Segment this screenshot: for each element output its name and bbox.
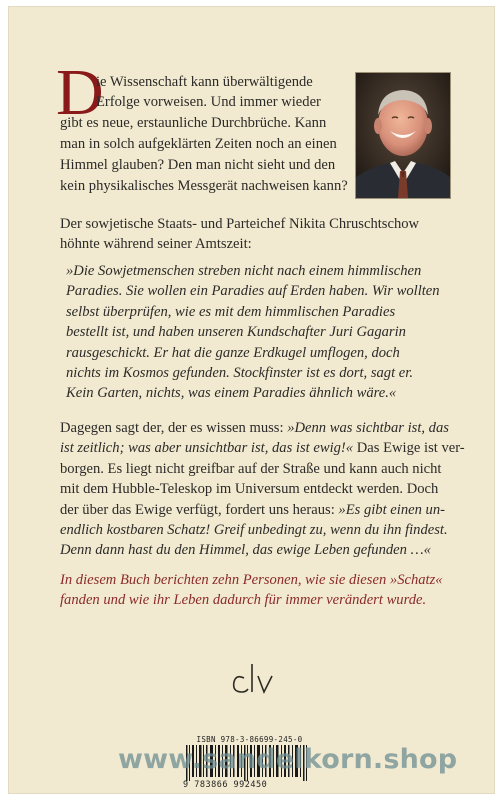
quote-line: Kein Garten, nichts, was einem Paradies ähnlich wäre.« [66,385,397,402]
portrait-illustration [356,73,450,198]
intro-line: Himmel glauben? Den man nicht sieht und den [60,157,336,173]
shop-watermark: www.sandelkorn.shop [118,744,458,775]
paragraph-line: Denn dann hast du den Himmel, das ewige Leben gefunden …« [60,542,431,559]
text-run: Dagegen sagt der, der es wissen muss: [60,420,288,436]
author-photo [355,72,451,199]
intro-line: Erfolge vorweisen. Und immer wieder [96,94,321,110]
quote-line: nichts im Kosmos gefunden. Stockfinster ist es dort, sagt er. [66,365,413,382]
intro-line: gibt es neue, erstaunliche Durchbrüche. Kann [60,115,327,131]
paragraph-line [60,438,465,458]
quote-line: rausgeschickt. Er hat die ganze Erdkugel umflogen, doch [66,344,400,361]
quote-line: bestellt ist, und haben unseren Kundschafter Juri Gagarin [66,324,406,341]
bible-paragraph [60,418,465,561]
closing-statement [60,570,448,611]
paragraph-line [60,500,448,520]
paragraph-line: endlich kostbaren Schatz! Greif unbedingt zu, wenn du ihn findest. [60,522,448,539]
scripture-quote: »Denn was sichtbar ist, das [287,420,449,436]
scripture-quote: »Es gibt einen un- [338,501,446,518]
paragraph-line: borgen. Es liegt nicht greifbar auf der Straße und kann auch nicht [60,460,442,477]
closing-line: In diesem Buch berichten zehn Personen, wie sie diesen »Schatz« [60,572,443,588]
drop-cap: D [56,56,104,129]
paragraph-line [60,418,448,438]
intro-line: man in solch aufgeklärten Zeiten noch an einen [60,136,337,152]
clv-logo-mark [228,660,278,700]
context-paragraph [60,214,448,255]
paragraph-line: höhnte während seiner Amtszeit: [60,236,252,253]
intro-line: kein physikalisches Messgerät nachweisen kann? [60,178,348,194]
khrushchev-quote [66,261,454,404]
text-run: Das Ewige ist ver- [353,440,465,457]
scripture-quote: ist zeitlich; was aber unsichtbar ist, das ist ewig!« [60,440,354,457]
paragraph-line: mit dem Hubble-Teleskop im Universum entdeckt werden. Doch [60,481,439,498]
barcode-digits: 9 783866 992450 [183,780,268,790]
isbn-label: ISBN 978-3-86699-245-0 [196,735,303,744]
publisher-logo [228,660,278,700]
closing-line: fanden und wie ihr Leben dadurch für immer verändert wurde. [60,592,427,609]
quote-line: selbst überprüfen, wie es mit dem himmlischen Paradies [66,303,396,320]
quote-line: Paradies. Sie wollen ein Paradies auf Erden haben. Wir wollten [66,283,440,300]
quote-line: »Die Sowjetmenschen streben nicht nach einem himmlischen [66,263,422,279]
intro-line: ie Wissenschaft kann überwältigende [96,74,313,90]
paragraph-line: Der sowjetische Staats- und Parteichef Nikita Chruschtschow [60,216,420,232]
text-run: der über das Ewige verfügt, fordert uns heraus: [60,501,339,518]
